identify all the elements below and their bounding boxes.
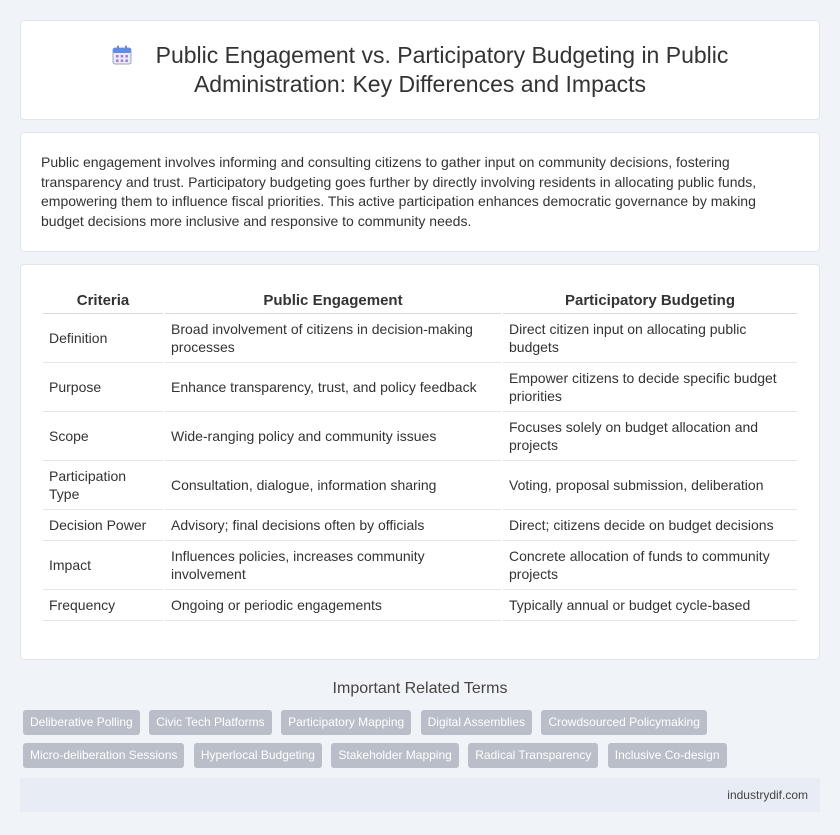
table-row — [43, 363, 797, 412]
page-title — [61, 41, 779, 99]
header-criteria: Criteria — [43, 288, 163, 314]
participatory-budgeting-cell: Empower citizens to decide specific budget priorities — [503, 363, 797, 412]
table-row — [43, 461, 797, 510]
participatory-budgeting-cell: Typically annual or budget cycle-based — [503, 590, 797, 621]
public-engagement-cell: Enhance transparency, trust, and policy feedback — [165, 363, 501, 412]
criteria-cell: Purpose — [43, 363, 163, 412]
intro-text: Public engagement involves informing and consulting citizens to gather input on community decisions, fostering transparency and trust. Participatory budgeting goes further by directly involving residents in allocating public funds, empowering them to influence fiscal priorities. This active participation enhances democratic governance by making budget decisions more inclusive and responsive to community needs. — [41, 154, 757, 229]
related-terms-tags — [20, 710, 820, 776]
criteria-cell: Impact — [43, 541, 163, 590]
table-row — [43, 412, 797, 461]
intro-card — [20, 132, 820, 252]
public-engagement-cell: Ongoing or periodic engagements — [165, 590, 501, 621]
participatory-budgeting-cell: Focuses solely on budget allocation and projects — [503, 412, 797, 461]
header-participatory-budgeting: Participatory Budgeting — [503, 288, 797, 314]
tag-deliberative-polling[interactable]: Deliberative Polling — [23, 710, 140, 735]
tag-participatory-mapping[interactable]: Participatory Mapping — [281, 710, 411, 735]
tag-crowdsourced-policymaking[interactable]: Crowdsourced Policymaking — [541, 710, 706, 735]
public-engagement-cell: Consultation, dialogue, information sharing — [165, 461, 501, 510]
criteria-cell: Definition — [43, 314, 163, 363]
public-engagement-cell: Broad involvement of citizens in decision-making processes — [165, 314, 501, 363]
table-row — [43, 541, 797, 590]
comparison-card — [20, 264, 820, 660]
participatory-budgeting-cell: Direct; citizens decide on budget decisions — [503, 510, 797, 541]
criteria-cell: Frequency — [43, 590, 163, 621]
tag-micro-deliberation-sessions[interactable]: Micro-deliberation Sessions — [23, 743, 184, 768]
tag-stakeholder-mapping[interactable]: Stakeholder Mapping — [331, 743, 458, 768]
table-row — [43, 314, 797, 363]
footer — [20, 778, 820, 812]
criteria-cell: Scope — [43, 412, 163, 461]
tag-digital-assemblies[interactable]: Digital Assemblies — [421, 710, 532, 735]
public-engagement-cell: Advisory; final decisions often by officials — [165, 510, 501, 541]
tag-hyperlocal-budgeting[interactable]: Hyperlocal Budgeting — [194, 743, 322, 768]
comparison-table — [41, 288, 799, 621]
table-row — [43, 590, 797, 621]
participatory-budgeting-cell: Voting, proposal submission, deliberation — [503, 461, 797, 510]
participatory-budgeting-cell: Direct citizen input on allocating public budgets — [503, 314, 797, 363]
participatory-budgeting-cell: Concrete allocation of funds to community projects — [503, 541, 797, 590]
related-terms-title: Important Related Terms — [332, 680, 508, 697]
tag-radical-transparency[interactable]: Radical Transparency — [468, 743, 598, 768]
table-header-row — [43, 288, 797, 314]
tag-inclusive-co-design[interactable]: Inclusive Co-design — [608, 743, 727, 768]
header-public-engagement: Public Engagement — [165, 288, 501, 314]
header-card — [20, 20, 820, 120]
criteria-cell: Participation Type — [43, 461, 163, 510]
footer-site[interactable]: industrydif.com — [727, 788, 808, 802]
criteria-cell: Decision Power — [43, 510, 163, 541]
tag-civic-tech-platforms[interactable]: Civic Tech Platforms — [149, 710, 271, 735]
public-engagement-cell: Wide-ranging policy and community issues — [165, 412, 501, 461]
calendar-icon — [112, 45, 132, 65]
public-engagement-cell: Influences policies, increases community involvement — [165, 541, 501, 590]
page-title-text: Public Engagement vs. Participatory Budgeting in Public Administration: Key Differences and Impacts — [155, 42, 729, 97]
table-row — [43, 510, 797, 541]
